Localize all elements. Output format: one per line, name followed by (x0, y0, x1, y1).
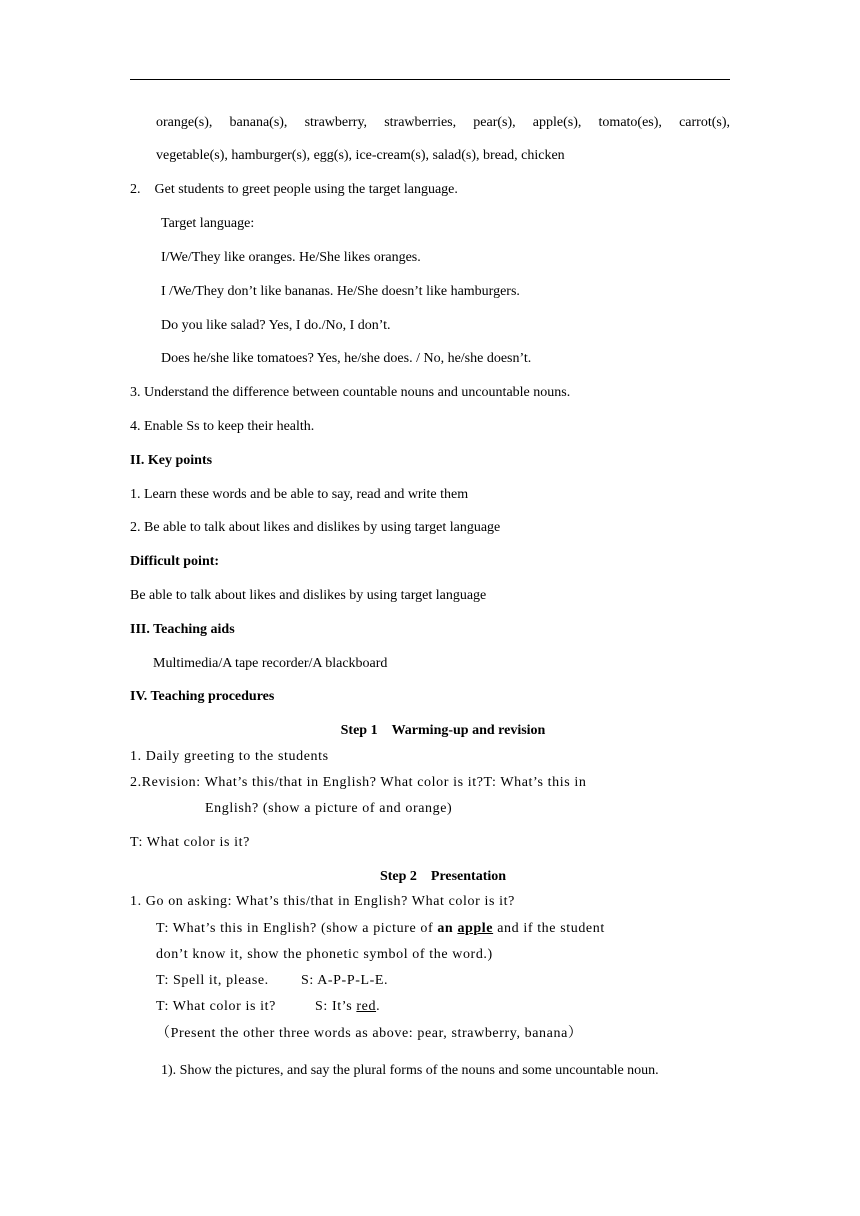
step2-text: . (376, 999, 381, 1014)
difficult-point-heading: Difficult point: (130, 554, 220, 569)
key-point-item: 1. Learn these words and be able to say, read and write them (130, 487, 469, 502)
vocab-line-2: vegetable(s), hamburger(s), egg(s), ice-cream(s), salad(s), bread, chicken (156, 148, 565, 163)
keyword-apple: apple (457, 921, 494, 936)
step2-line: 1. Go on asking: What’s this/that in English? What color is it? (130, 894, 515, 909)
target-language-label: Target language: (161, 216, 255, 231)
step1-line: 1. Daily greeting to the students (130, 749, 329, 764)
dialogue-student (315, 998, 380, 1016)
step1-line: 2.Revision: What’s this/that in English? What color is it?T: What’s this in (130, 775, 587, 790)
teaching-aids-text: Multimedia/A tape recorder/A blackboard (153, 656, 388, 671)
target-line: Do you like salad? Yes, I do./No, I don’t. (161, 318, 391, 333)
step2-text: and if the student (493, 921, 605, 936)
key-points-heading: II. Key points (130, 453, 213, 468)
step2-text: T: What’s this in English? (show a picture of (156, 921, 438, 936)
step2-line: 1). Show the pictures, and say the plural forms of the nouns and some uncountable noun. (161, 1063, 659, 1078)
dialogue-teacher: T: What color is it? (156, 999, 276, 1014)
header-rule (130, 79, 730, 80)
difficult-point-text: Be able to talk about likes and dislikes by using target language (130, 588, 487, 603)
teaching-aids-heading: III. Teaching aids (130, 622, 235, 637)
step2-text: S: It’s (315, 999, 357, 1014)
step2-title: Step 2 Presentation (379, 869, 507, 884)
target-line: Does he/she like tomatoes? Yes, he/she does. / No, he/she doesn’t. (161, 351, 532, 366)
key-point-item: 2. Be able to talk about likes and dislikes by using target language (130, 520, 501, 535)
keyword-red: red (356, 999, 377, 1014)
target-line: I/We/They like oranges. He/She likes oranges. (161, 250, 421, 265)
step2-line: don’t know it, show the phonetic symbol of the word.) (156, 947, 493, 962)
objective-3: 3. Understand the difference between countable nouns and uncountable nouns. (130, 385, 571, 400)
dialogue-student: S: A-P-P-L-E. (301, 973, 389, 988)
objective-2: 2. Get students to greet people using the target language. (130, 182, 458, 197)
vocab-line-1: orange(s), banana(s), strawberry, strawberries, pear(s), apple(s), tomato(es), carrot(s), (156, 115, 730, 130)
article-an: an (437, 921, 454, 936)
procedures-heading: IV. Teaching procedures (130, 689, 275, 704)
objective-4: 4. Enable Ss to keep their health. (130, 419, 315, 434)
step1-title: Step 1 Warming-up and revision (340, 723, 546, 738)
step1-line: English? (show a picture of and orange) (205, 801, 453, 816)
step2-question-line (156, 920, 605, 938)
target-line: I /We/They don’t like bananas. He/She doesn’t like hamburgers. (161, 284, 520, 299)
step1-line: T: What color is it? (130, 835, 250, 850)
step2-line: （Present the other three words as above: pear, strawberry, banana） (156, 1026, 583, 1041)
dialogue-teacher: T: Spell it, please. (156, 973, 269, 988)
